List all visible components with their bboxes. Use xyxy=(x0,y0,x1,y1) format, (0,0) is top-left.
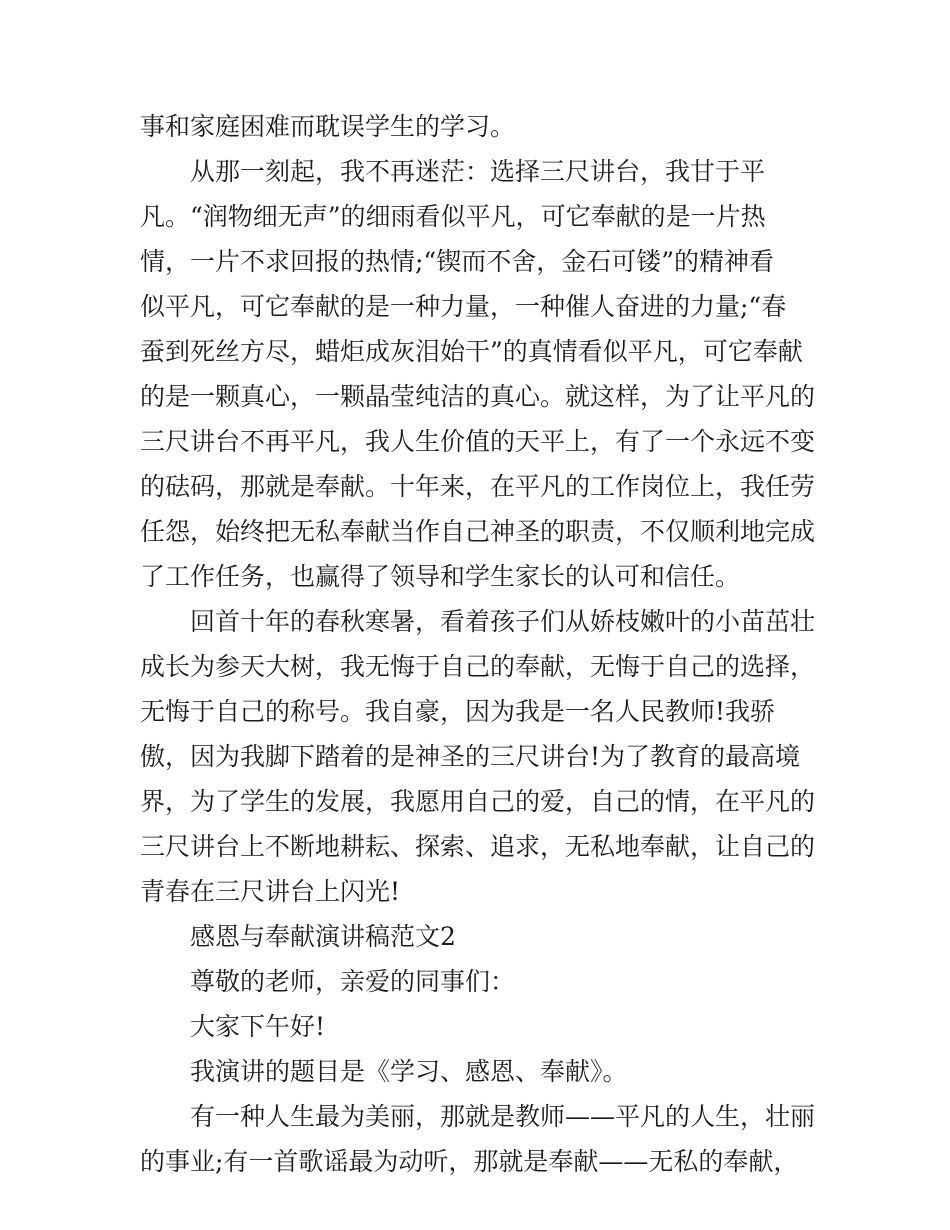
text-line: 似平凡，可它奉献的是一种力量，一种催人奋进的力量;“春 xyxy=(140,292,787,321)
text-line: 蚕到死丝方尽，蜡炬成灰泪始干”的真情看似平凡，可它奉献 xyxy=(140,337,803,366)
text-line: 了工作任务，也赢得了领导和学生家长的认可和信任。 xyxy=(140,562,741,591)
text-line: 的事业;有一首歌谣最为动听，那就是奉献——无私的奉献， xyxy=(140,1147,799,1176)
text-line: 成长为参天大树，我无悔于自己的奉献，无悔于自己的选择， xyxy=(140,652,816,681)
text-line: 凡。“润物细无声”的细雨看似平凡，可它奉献的是一片热 xyxy=(140,202,766,231)
text-line: 无悔于自己的称号。我自豪，因为我是一名人民教师!我骄 xyxy=(140,697,776,726)
speech-topic: 我演讲的题目是《学习、感恩、奉献》。 xyxy=(190,1057,628,1086)
text-line: 情，一片不求回报的热情;“锲而不舍，金石可镂”的精神看 xyxy=(140,247,774,276)
text-line: 界，为了学生的发展，我愿用自己的爱，自己的情，在平凡的 xyxy=(140,787,816,816)
paragraph-start-line: 从那一刻起，我不再迷茫：选择三尺讲台，我甘于平 xyxy=(190,157,766,186)
text-line: 任怨，始终把无私奉献当作自己神圣的职责，不仅顺利地完成 xyxy=(140,517,816,546)
text-line: 青春在三尺讲台上闪光! xyxy=(140,877,401,906)
text-line: 傲，因为我脚下踏着的是神圣的三尺讲台!为了教育的最高境 xyxy=(140,742,801,771)
text-line: 三尺讲台不再平凡，我人生价值的天平上，有了一个永远不变 xyxy=(140,427,816,456)
text-line: 事和家庭困难而耽误学生的学习。 xyxy=(140,112,516,141)
text-line: 三尺讲台上不断地耕耘、探索、追求，无私地奉献，让自己的 xyxy=(140,832,816,861)
greeting: 大家下午好! xyxy=(190,1012,326,1041)
paragraph-start-line: 有一种人生最为美丽，那就是教师——平凡的人生，壮丽 xyxy=(190,1102,816,1131)
section-title: 感恩与奉献演讲稿范文2 xyxy=(190,922,456,951)
salutation: 尊敬的老师，亲爱的同事们： xyxy=(190,967,516,996)
paragraph-start-line: 回首十年的春秋寒暑，看着孩子们从娇枝嫩叶的小苗茁壮 xyxy=(190,607,816,636)
text-line: 的砝码，那就是奉献。十年来，在平凡的工作岗位上，我任劳 xyxy=(140,472,816,501)
text-line: 的是一颗真心，一颗晶莹纯洁的真心。就这样，为了让平凡的 xyxy=(140,382,816,411)
